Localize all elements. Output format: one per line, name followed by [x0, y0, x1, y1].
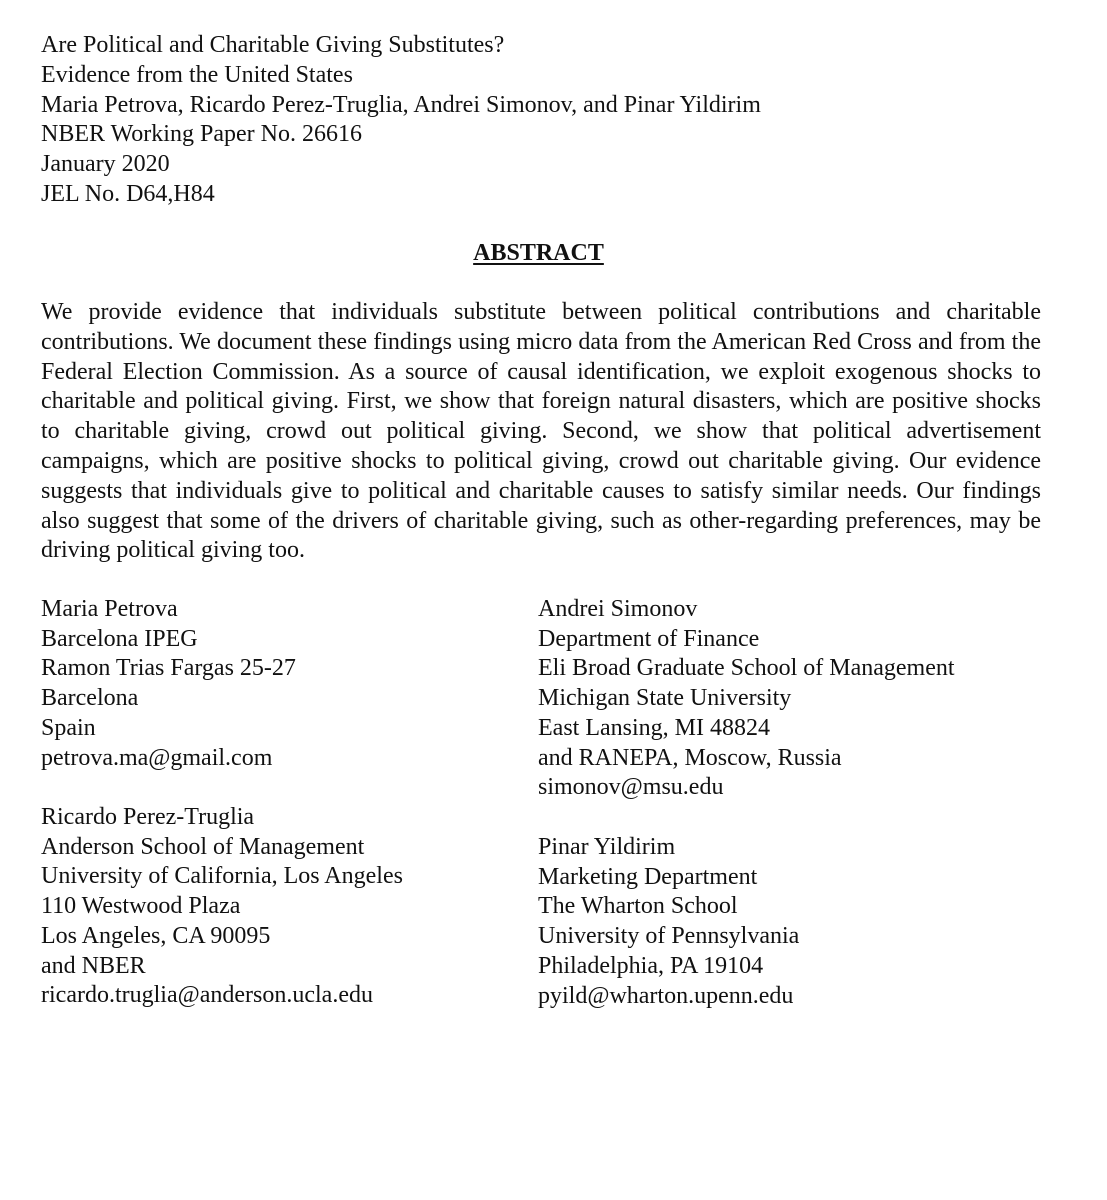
author-email: petrova.ma@gmail.com [41, 744, 273, 771]
author-name: Andrei Simonov [538, 596, 698, 622]
author-affiliation-line: University of Pennsylvania [538, 923, 800, 950]
author-affiliation-line: and NBER [41, 952, 146, 979]
author-block-simonov [538, 595, 955, 803]
abstract-heading-text: ABSTRACT [473, 240, 604, 266]
paper-title-line-1: Are Political and Charitable Giving Substitutes? [41, 32, 505, 58]
publication-date: January 2020 [41, 151, 170, 178]
working-paper-number: NBER Working Paper No. 26616 [41, 121, 362, 148]
author-block-perez-truglia [41, 803, 403, 1011]
author-affiliation-line: and RANEPA, Moscow, Russia [538, 744, 842, 771]
author-affiliation-line: Michigan State University [538, 685, 792, 712]
author-affiliation-line: Department of Finance [538, 625, 760, 652]
author-address-line: Los Angeles, CA 90095 [41, 922, 271, 949]
paper-header [41, 31, 761, 210]
jel-codes: JEL No. D64,H84 [41, 180, 215, 207]
author-name: Pinar Yildirim [538, 834, 676, 860]
author-address-line: East Lansing, MI 48824 [538, 714, 770, 741]
author-block-petrova [41, 595, 296, 773]
author-block-yildirim [538, 833, 799, 1011]
author-affiliation-line: Marketing Department [538, 863, 758, 890]
author-address-line: Ramon Trias Fargas 25-27 [41, 655, 296, 682]
abstract-body: We provide evidence that individuals substitute between political contributions and charitable contributions. We document these findings using micro data from the American Red Cross and from the Federal Election Commission. As a source of causal identification, we exploit exogenous shocks to charitable and political giving. First, we show that foreign natural disasters, which are positive shocks to charitable giving, crowd out political giving. Second, we show that political advertisement campaigns, which are positive shocks to political giving, crowd out charitable giving. Our evidence suggests that individuals give to political and charitable causes to satisfy similar needs. Our findings also suggest that some of the drivers of charitable giving, such as other-regarding preferences, may be driving political giving too. [41, 299, 1041, 564]
author-address-line: 110 Westwood Plaza [41, 893, 241, 920]
author-address-line: Philadelphia, PA 19104 [538, 952, 764, 979]
author-address-line: Barcelona [41, 685, 139, 712]
author-email: ricardo.truglia@anderson.ucla.edu [41, 982, 373, 1009]
author-affiliation-line: The Wharton School [538, 893, 738, 920]
author-email: simonov@msu.edu [538, 774, 724, 801]
abstract-heading [0, 238, 1077, 268]
author-affiliation-line: University of California, Los Angeles [41, 863, 403, 890]
paper-authors: Maria Petrova, Ricardo Perez-Truglia, Andrei Simonov, and Pinar Yildirim [41, 91, 761, 118]
author-affiliation-line: Barcelona IPEG [41, 625, 198, 652]
paper-title-line-2: Evidence from the United States [41, 61, 353, 88]
author-name: Ricardo Perez-Truglia [41, 804, 255, 830]
author-email: pyild@wharton.upenn.edu [538, 982, 794, 1009]
author-affiliation-line: Anderson School of Management [41, 833, 365, 860]
author-name: Maria Petrova [41, 596, 178, 622]
author-affiliation-line: Eli Broad Graduate School of Management [538, 655, 955, 682]
author-address-line: Spain [41, 714, 96, 741]
